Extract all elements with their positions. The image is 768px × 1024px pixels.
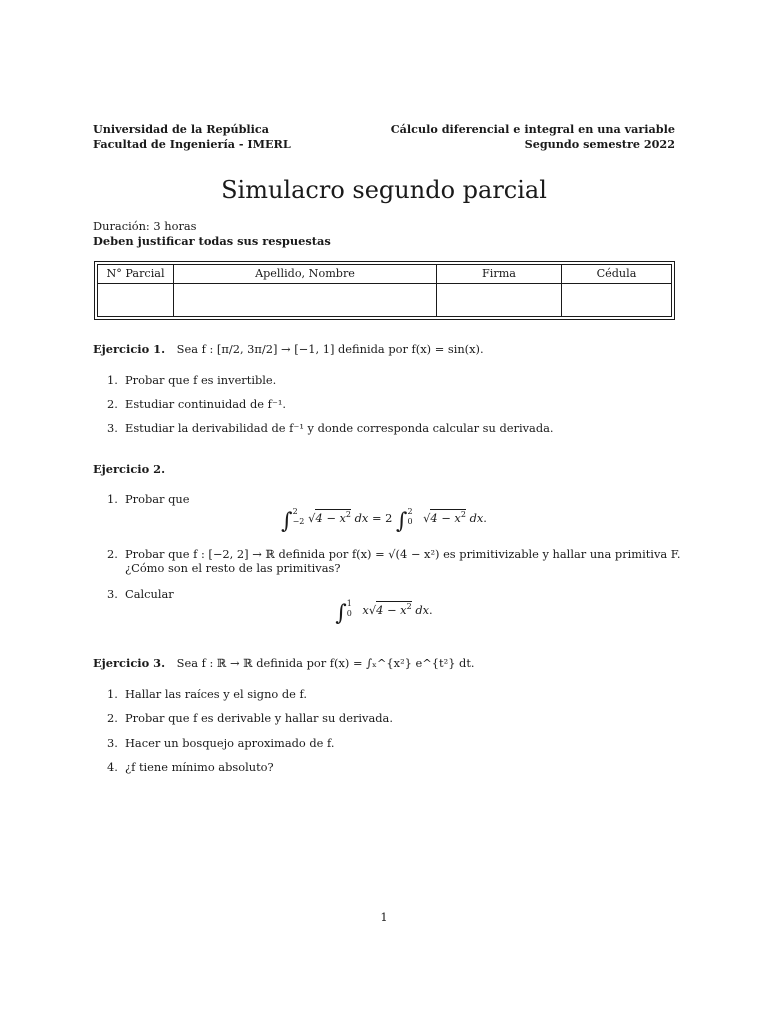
cell-id[interactable]	[561, 284, 671, 316]
instruction: Deben justificar todas sus respuestas	[93, 234, 331, 248]
exercise-1-item-3: 3. Estudiar la derivabilidad de f⁻¹ y donde corresponda calcular su derivada.	[107, 421, 554, 435]
header-right	[391, 122, 675, 152]
exercise-1-heading	[93, 342, 484, 356]
faculty-name: Facultad de Ingeniería - IMERL	[93, 137, 291, 151]
table-header-row	[98, 265, 671, 284]
exercise-3-heading	[93, 656, 475, 670]
col-name: Apellido, Nombre	[173, 265, 436, 284]
equation-symmetric-integral: ∫ 2 −2 $√4 - x^2$ dx = 2 ∫ 2 0 $√4 - x^2$ dx.	[281, 507, 487, 534]
header-left	[93, 122, 291, 152]
exercise-3-item-3: 3. Hacer un bosquejo aproximado de f.	[107, 736, 335, 750]
exercise-2-item-3: 3. Calcular	[107, 587, 174, 601]
exercise-2-item-1: 1. Probar que	[107, 492, 190, 506]
university-name: Universidad de la República	[93, 122, 269, 136]
exercise-3-item-4: 4. ¿f tiene mínimo absoluto?	[107, 760, 274, 774]
duration: Duración: 3 horas	[93, 219, 197, 233]
cell-name[interactable]	[173, 284, 436, 316]
table-row	[98, 284, 671, 316]
exercise-1-item-1: 1. Probar que f es invertible.	[107, 373, 277, 387]
exercise-3-item-1: 1. Hallar las raíces y el signo de f.	[107, 687, 307, 701]
page-title: Simulacro segundo parcial	[221, 176, 547, 204]
exercise-2-heading	[93, 462, 173, 476]
exercise-1-label: Ejercicio 1.	[93, 342, 166, 356]
semester: Segundo semestre 2022	[524, 137, 675, 151]
exercise-2-label: Ejercicio 2.	[93, 462, 166, 476]
exercise-3-label: Ejercicio 3.	[93, 656, 166, 670]
cell-signature[interactable]	[436, 284, 561, 316]
exercise-3-item-2: 2. Probar que f es derivable y hallar su derivada.	[107, 711, 393, 725]
exercise-1-item-2: 2. Estudiar continuidad de f⁻¹.	[107, 397, 287, 411]
page-number: 1	[380, 910, 388, 924]
exercise-1-statement: Sea f : [π/2, 3π/2] → [−1, 1] definida por f(x) = sin(x).	[176, 342, 484, 356]
course-name: Cálculo diferencial e integral en una variable	[390, 122, 675, 136]
exam-info	[93, 219, 331, 249]
exercise-2-item-2: 2. Probar que f : [−2, 2] → ℝ definida por f(x) = √(4 − x²) es primitivizable y hallar una primitiva F. ¿Cómo son el resto de las primitivas?	[107, 547, 681, 576]
signature-table	[97, 264, 672, 317]
col-signature: Firma	[436, 265, 561, 284]
cell-parcial[interactable]	[98, 284, 173, 316]
col-id: Cédula	[561, 265, 671, 284]
exercise-3-statement: Sea f : ℝ → ℝ definida por f(x) = ∫ₓ^{x²} e^{t²} dt.	[176, 656, 475, 670]
equation-integral-x-sqrt: ∫ 1 0 $x√4 - x^2$ dx.	[335, 599, 433, 626]
col-parcial: N° Parcial	[98, 265, 173, 284]
